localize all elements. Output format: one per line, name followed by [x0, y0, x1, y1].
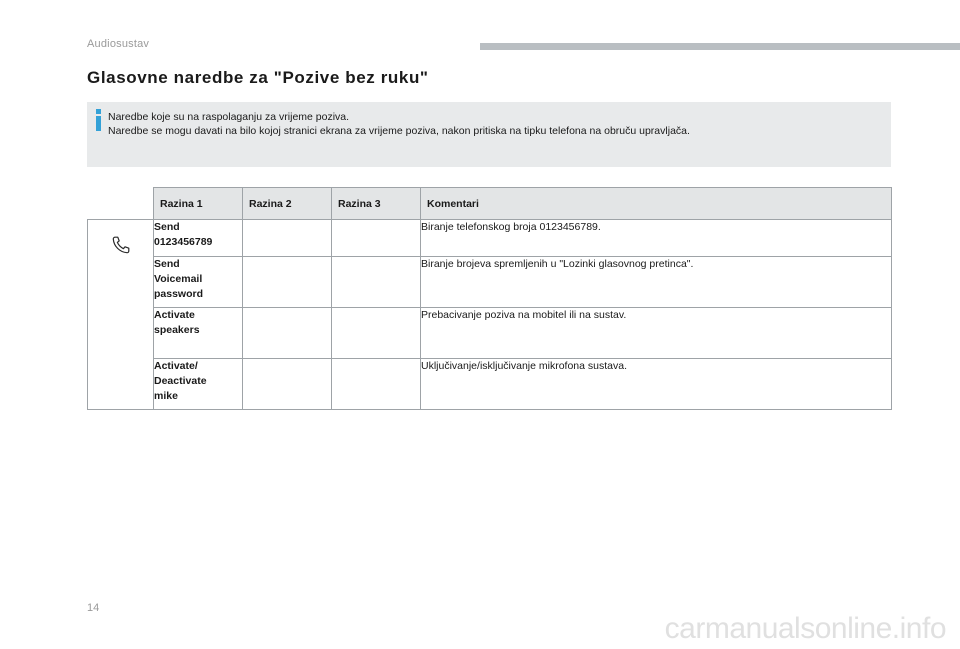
- row-2-level-1: Send Voicemail password: [154, 257, 243, 308]
- page-title: Glasovne naredbe za "Pozive bez ruku": [87, 68, 429, 87]
- row-2-level-3: [332, 257, 421, 308]
- header-bar: [480, 43, 960, 50]
- header-icon-col: [88, 188, 154, 220]
- row-3-comment: Prebacivanje poziva na mobitel ili na sustav.: [421, 308, 892, 359]
- row-4-level-1: Activate/ Deactivate mike: [154, 359, 243, 410]
- row-4-comment: Uključivanje/isključivanje mikrofona sustava.: [421, 359, 892, 410]
- info-icon: [94, 109, 104, 131]
- row-4-level-3: [332, 359, 421, 410]
- table-row: [88, 308, 892, 359]
- info-line-2: Naredbe se mogu davati na bilo kojoj stranici ekrana za vrijeme poziva, nakon pritiska na tipku telefona na obruču upravljača.: [108, 125, 690, 137]
- row-1-level-2: [243, 220, 332, 257]
- watermark: carmanualsonline.info: [664, 612, 946, 645]
- row-1-level-3: [332, 220, 421, 257]
- row-4-level-2: [243, 359, 332, 410]
- info-text: [108, 110, 690, 138]
- table-row: [88, 220, 892, 257]
- row-3-level-2: [243, 308, 332, 359]
- row-1-comment: Biranje telefonskog broja 0123456789.: [421, 220, 892, 257]
- row-3-level-1: Activate speakers: [154, 308, 243, 359]
- row-2-comment: Biranje brojeva spremljenih u "Lozinki glasovnog pretinca".: [421, 257, 892, 308]
- header-level-1: Razina 1: [154, 188, 243, 220]
- info-box: [87, 102, 891, 167]
- section-label: Audiosustav: [87, 38, 150, 50]
- phone-icon: [110, 234, 132, 256]
- row-3-level-3: [332, 308, 421, 359]
- row-2-level-2: [243, 257, 332, 308]
- voice-commands-table: [87, 187, 892, 410]
- phone-icon-cell: [88, 220, 154, 410]
- table-header-row: [88, 188, 892, 220]
- table-row: [88, 359, 892, 410]
- page-number: 14: [87, 602, 100, 614]
- header-level-3: Razina 3: [332, 188, 421, 220]
- row-1-level-1: Send 0123456789: [154, 220, 243, 257]
- header-level-2: Razina 2: [243, 188, 332, 220]
- header-comments: Komentari: [421, 188, 892, 220]
- table-row: [88, 257, 892, 308]
- info-line-1: Naredbe koje su na raspolaganju za vrijeme poziva.: [108, 111, 350, 123]
